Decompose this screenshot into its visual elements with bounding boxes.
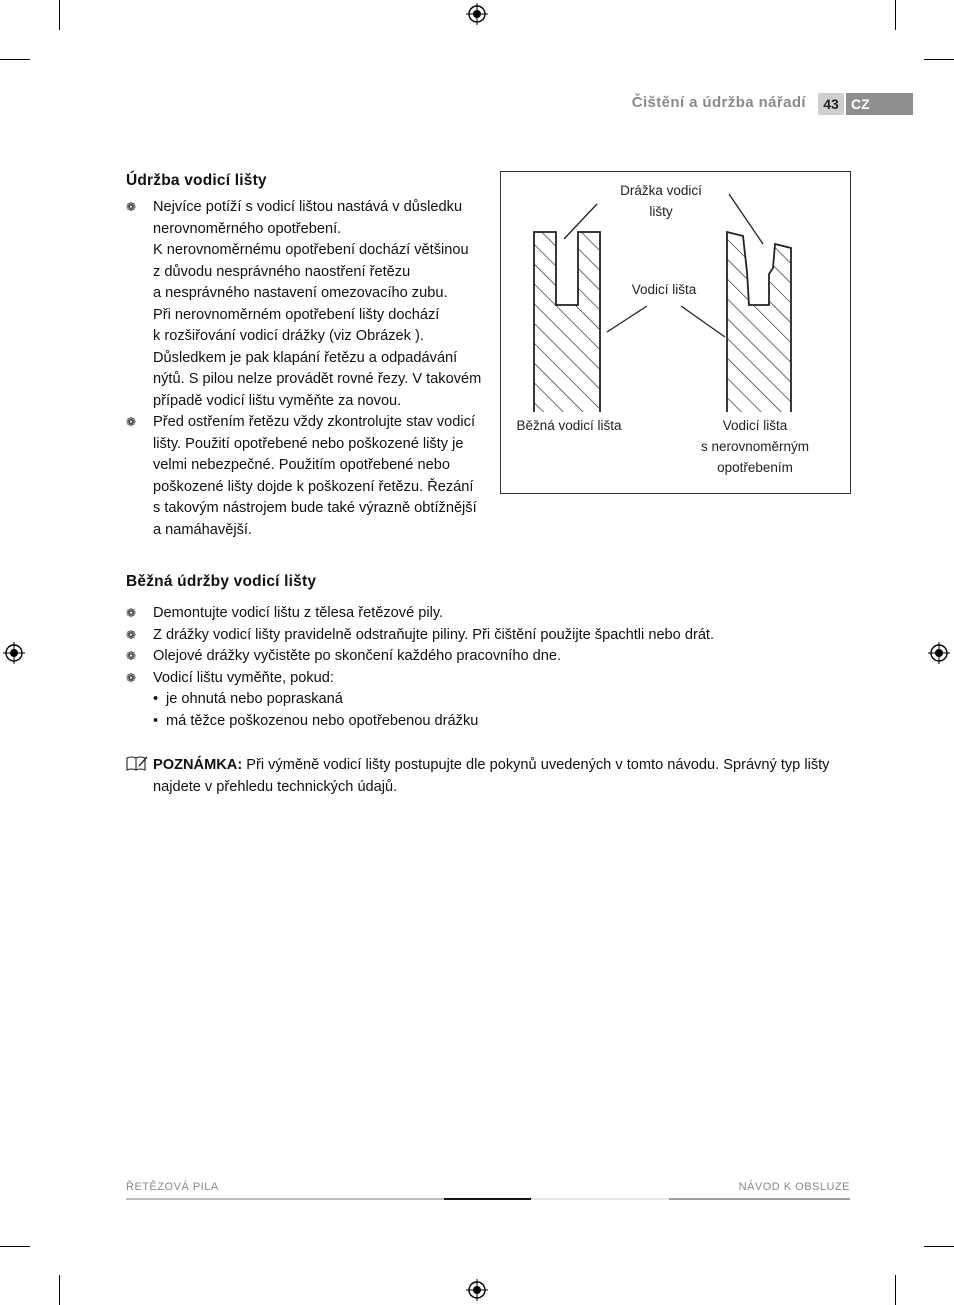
text-line: Při nerovnoměrném opotřebení lišty dochází: [153, 306, 440, 323]
text-line: poškozené lišty dojde k poškození řetězu. Řezání: [153, 478, 474, 495]
crop-mark: [924, 1246, 954, 1247]
bullet-list: [126, 197, 488, 541]
section-heading: Běžná údržby vodicí lišty: [126, 573, 317, 590]
sub-bullet-list: [126, 689, 866, 732]
crop-mark: [895, 0, 896, 30]
registration-mark-icon: [928, 642, 950, 664]
list-item: [126, 412, 488, 541]
list-item: [126, 197, 488, 412]
section-title: Čištění a údržba nářadí: [631, 94, 806, 111]
text-line: a nesprávného nastavení omezovacího zubu.: [153, 285, 448, 301]
gear-bullet-icon: ❁: [126, 200, 137, 214]
note-text: najdete v přehledu technických údajů.: [153, 778, 398, 795]
note-pencil-icon: [126, 755, 148, 771]
label-bar: Vodicí lišta: [631, 282, 697, 297]
registration-mark-icon: [466, 3, 488, 25]
gear-bullet-icon: ❁: [126, 649, 137, 663]
footer-rule: [531, 1198, 669, 1200]
guide-bar-figure: [500, 171, 851, 494]
list-item: ❁ Vodicí lištu vyměňte, pokud:: [126, 669, 334, 686]
normal-bar-shape: [534, 232, 600, 412]
section-heading: Údržba vodicí lišty: [126, 172, 267, 189]
text-line: k rozšiřování vodicí drážky (viz Obrázek ).: [153, 328, 424, 344]
sub-list-item: • má těžce poškozenou nebo opotřebenou drážku: [153, 711, 866, 733]
list-item-text: [153, 197, 488, 412]
text-line: Před ostřením řetězu vždy zkontrolujte stav vodicí: [153, 414, 476, 430]
sub-list-item: • je ohnutá nebo popraskaná: [153, 689, 866, 711]
section-bar-maintenance: [126, 172, 488, 541]
text-line: nýtů. S pilou nelze provádět rovné řezy. V takovém: [153, 371, 482, 387]
list-item: ❁ Demontujte vodicí lištu z tělesa řetězové pily.: [126, 605, 444, 621]
label-groove: Drážka vodicí lišty: [620, 183, 702, 219]
bullet-list: [126, 603, 866, 689]
crop-mark: [895, 1275, 896, 1305]
label-normal-bar: Běžná vodicí lišta: [516, 418, 622, 433]
crop-mark: [0, 59, 30, 60]
worn-bar-shape: [727, 232, 791, 412]
registration-mark-icon: [466, 1279, 488, 1301]
text-line: Nejvíce potíží s vodicí lištou nastává v důsledku: [153, 199, 463, 215]
list-item: ❁ Olejové drážky vyčistěte po skončení každého pracovního dne.: [126, 648, 562, 664]
footer-rule: [126, 1198, 444, 1200]
text-line: případě vodicí lištu vyměňte za novou.: [153, 392, 402, 409]
text-line: s takovým nástrojem bude také výrazně obtížnější: [153, 500, 477, 516]
page-number: 43: [818, 93, 844, 115]
footer-rule: [444, 1198, 531, 1200]
crop-mark: [59, 1275, 60, 1305]
crop-mark: [0, 1246, 30, 1247]
pointer-line: [607, 306, 647, 332]
text-line: Důsledkem je pak klapání řetězu a odpadávání: [153, 349, 458, 366]
list-item: ❁ Z drážky vodicí lišty pravidelně odstraňujte piliny. Při čištění použijte špachtli nebo drát.: [126, 626, 715, 643]
footer-rule: [669, 1198, 850, 1200]
gear-bullet-icon: ❁: [126, 670, 137, 685]
registration-mark-icon: [3, 642, 25, 664]
language-tag: CZ: [846, 93, 913, 115]
footer-manual: NÁVOD K OBSLUZE: [738, 1181, 850, 1193]
section-regular-maintenance: [126, 573, 866, 732]
dot-bullet-icon: •: [153, 712, 159, 729]
text-line: z důvodu nesprávného naostření řetězu: [153, 263, 411, 280]
list-item-text: [153, 412, 488, 541]
text-line: K nerovnoměrnému opotřebení dochází většinou: [153, 242, 469, 258]
gear-bullet-icon: ❁: [126, 627, 137, 642]
crop-mark: [924, 59, 954, 60]
text-line: velmi nebezpečné. Použitím opotřebené nebo: [153, 457, 450, 473]
footer-product: ŘETĚZOVÁ PILA: [126, 1181, 219, 1193]
text-line: lišty. Použití opotřebené nebo poškozené lišty je: [153, 435, 464, 452]
note-block: [126, 755, 866, 798]
label-worn-bar: Vodicí lišta s nerovnoměrným opotřebením: [700, 418, 810, 475]
gear-bullet-icon: ❁: [126, 415, 137, 429]
crop-mark: [59, 0, 60, 30]
text-line: a namáhavější.: [153, 521, 252, 538]
note-text: Při výměně vodicí lišty postupujte dle pokynů uvedených v tomto návodu. Správný typ lišty: [242, 757, 830, 773]
dot-bullet-icon: •: [153, 691, 159, 707]
text-line: nerovnoměrného opotřebení.: [153, 220, 342, 237]
gear-bullet-icon: ❁: [126, 606, 137, 620]
pointer-line: [681, 306, 725, 337]
note-label: POZNÁMKA:: [153, 757, 243, 773]
